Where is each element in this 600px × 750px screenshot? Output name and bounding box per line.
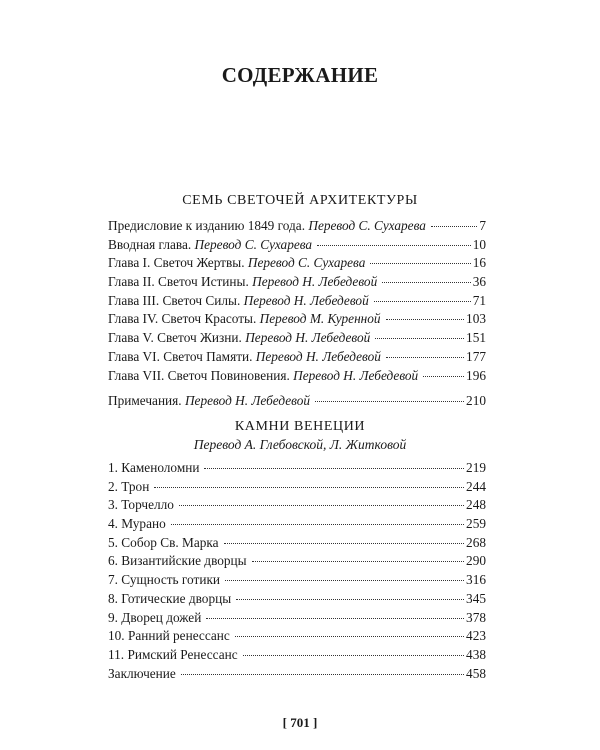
dot-leader: [204, 468, 464, 469]
toc-entry-page: 7: [479, 218, 486, 233]
toc-entry-title: [108, 515, 166, 534]
dot-leader: [423, 376, 464, 377]
dot-leader: [315, 401, 464, 402]
toc-list-stones-of-venice: [108, 459, 486, 683]
toc-entry-title: [108, 254, 365, 273]
toc-entry-page: 219: [466, 460, 486, 475]
toc-entry-translator: Перевод Н. Лебедевой: [252, 274, 378, 290]
toc-entry-title: [108, 571, 220, 590]
toc-entry-translator: Перевод Н. Лебедевой: [293, 367, 419, 383]
dot-leader: [382, 282, 470, 283]
toc-entry-label: 1. Каменоломни: [108, 460, 200, 475]
dot-leader: [179, 505, 464, 506]
toc-entry-translator: Перевод Н. Лебедевой: [255, 348, 381, 364]
dot-leader: [374, 301, 471, 302]
toc-entry-label: Примечания.: [108, 393, 182, 408]
toc-entry-page: 345: [466, 590, 486, 606]
toc-entry-title: [108, 665, 176, 684]
toc-entry-label: Предисловие к изданию 1849 года.: [108, 218, 306, 233]
toc-entry-title: [108, 646, 238, 665]
toc-entry-page: 177: [466, 348, 486, 364]
toc-entry-label: 2. Трон: [108, 478, 150, 494]
dot-leader: [171, 524, 464, 525]
toc-entry-label: Глава II. Светоч Истины.: [108, 274, 249, 290]
toc-entry-page: 71: [472, 292, 486, 308]
toc-entry: [108, 310, 486, 329]
dot-leader: [236, 599, 464, 600]
toc-entry-label: Вводная глава.: [108, 236, 192, 252]
toc-entry-label: 7. Сущность готики: [108, 572, 221, 588]
dot-leader: [317, 245, 471, 246]
toc-entry-title: [108, 609, 201, 628]
toc-entry-page: 210: [466, 393, 486, 408]
toc-entry-label: Глава III. Светоч Силы.: [108, 292, 241, 308]
toc-entry-title: [108, 392, 310, 411]
toc-entry-label: 10. Ранний ренессанс: [108, 628, 230, 644]
toc-entry: [108, 348, 486, 367]
toc-entry-page: 423: [466, 628, 486, 644]
toc-entry-title: [108, 273, 377, 292]
toc-entry: [108, 273, 486, 292]
section-subtitle-translators: Перевод А. Глебовской, Л. Житковой: [193, 437, 407, 452]
toc-entry-title: [108, 236, 312, 255]
toc-entry-label: Глава VII. Светоч Повиновения.: [108, 367, 290, 383]
toc-entry-label: Глава VI. Светоч Памяти.: [108, 348, 253, 364]
toc-entry-page: 378: [466, 609, 486, 625]
toc-entry: [108, 217, 486, 236]
dot-leader: [386, 357, 464, 358]
toc-entry-translator: Перевод С. Сухарева: [247, 255, 366, 271]
toc-entry: [108, 459, 486, 478]
toc-list-notes: [108, 392, 486, 411]
toc-entry-translator: Перевод Н. Лебедевой: [243, 292, 369, 308]
toc-entry-title: [108, 534, 219, 553]
toc-entry-label: 5. Собор Св. Марка: [108, 534, 219, 550]
toc-entry-title: [108, 329, 370, 348]
toc-entry-page: 458: [466, 665, 486, 681]
toc-entry-translator: Перевод С. Сухарева: [194, 236, 313, 252]
toc-entry-translator: Перевод Н. Лебедевой: [184, 393, 311, 408]
toc-entry-page: 268: [466, 534, 486, 550]
toc-entry-page: 10: [472, 236, 486, 252]
toc-entry: [108, 292, 486, 311]
toc-entry-page: 248: [466, 497, 486, 513]
toc-entry-title: [108, 478, 149, 497]
toc-entry: [108, 329, 486, 348]
toc-entry-title: [108, 552, 247, 571]
toc-entry-label: 4. Мурано: [108, 516, 166, 532]
toc-entry-page: 196: [466, 367, 486, 383]
toc-entry: [108, 392, 486, 411]
dot-leader: [235, 636, 464, 637]
toc-entry-label: Глава IV. Светоч Красоты.: [108, 311, 257, 327]
toc-entry-label: 3. Торчелло: [108, 497, 174, 513]
section-title-seven-lamps: СЕМЬ СВЕТОЧЕЙ АРХИТЕКТУРЫ: [182, 193, 418, 208]
toc-entry-title: [108, 217, 426, 236]
toc-entry-label: 8. Готические дворцы: [108, 590, 232, 606]
toc-entry: [108, 496, 486, 515]
dot-leader: [431, 226, 477, 227]
dot-leader: [206, 618, 464, 619]
toc-entry-label: 11. Римский Ренессанс: [108, 646, 238, 662]
toc-entry: [108, 552, 486, 571]
dot-leader: [225, 580, 464, 581]
toc-entry-page: 316: [466, 572, 486, 588]
toc-entry-translator: Перевод М. Куренной: [259, 311, 381, 327]
dot-leader: [181, 674, 464, 675]
toc-entry-page: 290: [466, 553, 486, 569]
toc-entry: [108, 515, 486, 534]
toc-entry: [108, 609, 486, 628]
dot-leader: [154, 487, 464, 488]
dot-leader: [370, 263, 470, 264]
toc-entry-title: [108, 627, 230, 646]
toc-entry-translator: Перевод Н. Лебедевой: [245, 330, 371, 346]
dot-leader: [386, 319, 464, 320]
toc-entry-title: [108, 496, 174, 515]
toc-entry: [108, 236, 486, 255]
toc-entry-page: 16: [472, 255, 486, 271]
toc-entry-title: [108, 459, 199, 478]
dot-leader: [252, 561, 464, 562]
dot-leader: [243, 655, 464, 656]
toc-entry: [108, 571, 486, 590]
toc-list-seven-lamps: [108, 217, 486, 385]
toc-entry: [108, 627, 486, 646]
toc-entry-label: Глава I. Светоч Жертвы.: [108, 255, 245, 271]
toc-entry: [108, 367, 486, 386]
toc-entry-label: 6. Византийские дворцы: [108, 553, 247, 569]
toc-entry-page: 244: [466, 478, 486, 494]
section-title-stones-of-venice: КАМНИ ВЕНЕЦИИ: [234, 419, 366, 434]
toc-entry-title: [108, 348, 381, 367]
toc-entry-page: 438: [466, 646, 486, 662]
toc-entry-page: 36: [472, 274, 486, 290]
toc-entry-label: Заключение: [108, 665, 176, 681]
toc-entry-page: 103: [466, 311, 486, 327]
page-title: СОДЕРЖАНИЕ: [221, 63, 379, 87]
dot-leader: [375, 338, 464, 339]
toc-entry: [108, 478, 486, 497]
toc-entry: [108, 646, 486, 665]
toc-entry-translator: Перевод С. Сухарева: [308, 218, 426, 233]
toc-entry-title: [108, 292, 369, 311]
toc-entry-title: [108, 367, 418, 386]
toc-entry: [108, 534, 486, 553]
toc-entry: [108, 590, 486, 609]
toc-entry-page: 259: [466, 516, 486, 532]
toc-entry-label: 9. Дворец дожей: [108, 609, 202, 625]
page-number: [ 701 ]: [282, 715, 318, 730]
toc-entry: [108, 254, 486, 273]
toc-entry-title: [108, 590, 231, 609]
dot-leader: [224, 543, 465, 544]
toc-entry-label: Глава V. Светоч Жизни.: [108, 330, 242, 346]
toc-entry-page: 151: [466, 330, 486, 346]
toc-entry: [108, 665, 486, 684]
toc-entry-title: [108, 310, 381, 329]
